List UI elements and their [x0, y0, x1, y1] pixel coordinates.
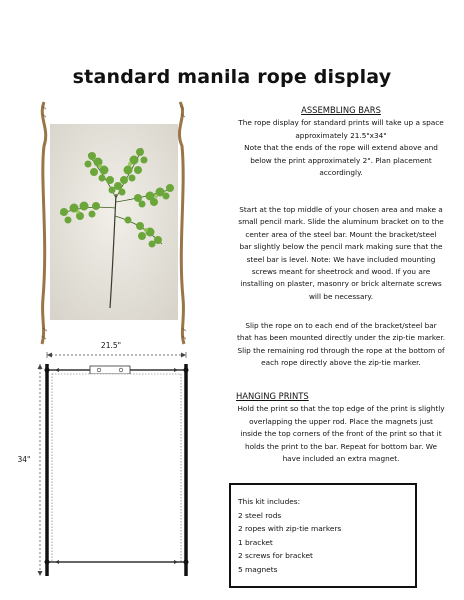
- kit-item: 2 ropes with zip-tie markers: [238, 524, 342, 534]
- assembling-para-1: The rope display for standard prints will take up a space approximately 21.5"x34" Note that the ends of the rope will extend above and below the print approximately 2". Plan placement accordingly.: [238, 118, 444, 178]
- kit-heading: This kit includes:: [238, 497, 301, 506]
- kit-item: 2 steel rods: [238, 510, 282, 520]
- print-outline: [52, 374, 181, 562]
- assembling-para-3: Slip the rope on to each end of the bracket/steel bar that has been mounted directly under the zip-tie marker. Slip the remaining rod through the rope at the bottom of each rope directly above the zip-tie marker.: [236, 321, 446, 368]
- rope-left: [42, 102, 46, 344]
- height-label: 34": [17, 455, 31, 464]
- kit-item: 2 screws for bracket: [238, 551, 313, 561]
- kit-contents-box: [229, 483, 417, 588]
- assembling-section: [230, 104, 452, 179]
- dimension-diagram: [0, 330, 220, 600]
- kit-item: 1 bracket: [238, 537, 273, 547]
- page-title: standard manila rope display: [72, 66, 392, 88]
- hanging-section: HANGING PRINTS Hold the print so that the top edge of the print is slightly overlapping the upper rod. Place the magnets just inside the top corners of the front of the print so that it holds the print to the bar. Repeat for bottom bar. We have included an extra magnet.: [230, 390, 452, 465]
- hanging-heading: HANGING PRINTS: [236, 391, 309, 401]
- kit-item: 5 magnets: [238, 564, 278, 574]
- assembling-para-2: Start at the top middle of your chosen area and make a small pencil mark. Slide the aluminum bracket on to the center area of the steel bar. Mount the bracket/steel bar slightly below the pencil mark making sure that the steel bar is level. Note: We have included mounting screws meant for sheetrock and wood. If you are installing on plaster, masonry or brick alternate screws will be necessary.: [238, 205, 444, 301]
- width-label: 21.5": [100, 341, 122, 350]
- bracket: [90, 366, 130, 374]
- rope-right: [179, 102, 184, 344]
- assembling-heading: ASSEMBLING BARS: [301, 105, 381, 115]
- product-photo: [30, 98, 198, 346]
